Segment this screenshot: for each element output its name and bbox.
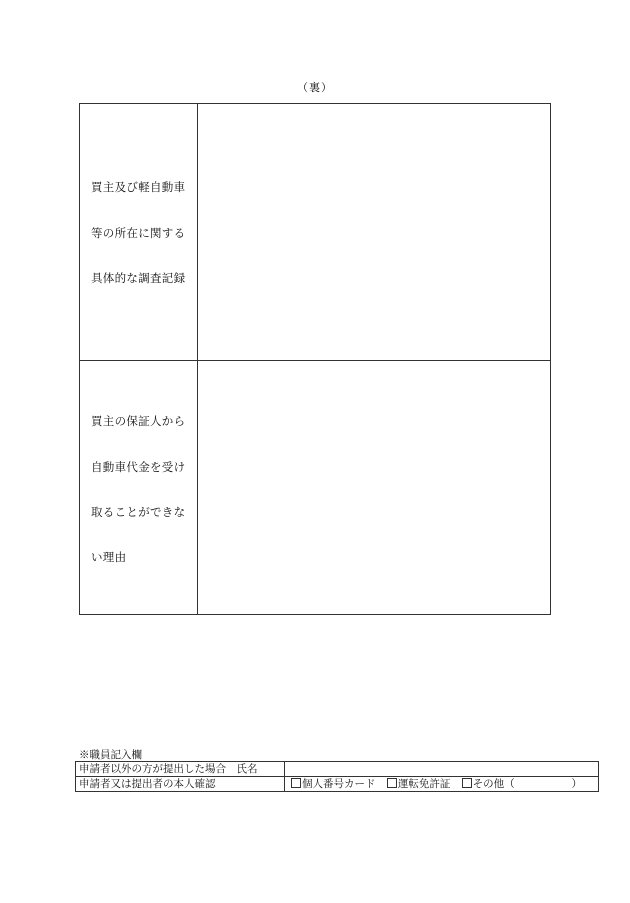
survey-record-label-line: 等の所在に関する bbox=[91, 226, 186, 240]
survey-record-label-cell bbox=[80, 104, 198, 360]
checkbox-label: 個人番号カード bbox=[302, 778, 376, 790]
staff-table bbox=[75, 761, 599, 792]
survey-record-row bbox=[80, 104, 550, 361]
identity-check-options bbox=[285, 777, 598, 791]
checkbox-label: 運転免許証 bbox=[397, 778, 451, 790]
identity-check-row bbox=[76, 777, 598, 791]
checkbox-icon bbox=[387, 778, 397, 788]
other-close-paren: ） bbox=[571, 778, 582, 790]
page-side-label: （裏） bbox=[297, 81, 333, 94]
guarantor-reason-label-line: 自動車代金を受け bbox=[91, 460, 186, 474]
survey-table bbox=[79, 103, 551, 615]
guarantor-reason-label-line: 買主の保証人から bbox=[91, 414, 186, 428]
checkbox-icon bbox=[462, 778, 472, 788]
guarantor-reason-label-cell bbox=[80, 361, 198, 614]
guarantor-reason-label-line: 取ることができな bbox=[91, 505, 186, 519]
guarantor-reason-row bbox=[80, 361, 550, 614]
staff-section-title: ※職員記入欄 bbox=[79, 749, 142, 761]
checkbox-icon bbox=[291, 778, 301, 788]
checkbox-my-number-card[interactable] bbox=[291, 777, 376, 791]
guarantor-reason-input-area[interactable] bbox=[198, 361, 550, 614]
guarantor-reason-label-line: い理由 bbox=[91, 550, 127, 564]
submitter-name-label: 申請者以外の方が提出した場合 氏名 bbox=[79, 763, 258, 775]
submitter-name-field[interactable] bbox=[285, 762, 598, 776]
checkbox-other[interactable] bbox=[462, 777, 515, 791]
checkbox-drivers-license[interactable] bbox=[387, 777, 451, 791]
identity-check-label: 申請者又は提出者の本人確認 bbox=[79, 778, 216, 790]
survey-record-label-line: 具体的な調査記録 bbox=[91, 271, 186, 285]
survey-record-label-line: 買主及び軽自動車 bbox=[91, 180, 186, 194]
survey-record-input-area[interactable] bbox=[198, 104, 550, 360]
checkbox-label: その他（ bbox=[472, 778, 515, 790]
submitter-name-row bbox=[76, 762, 598, 777]
